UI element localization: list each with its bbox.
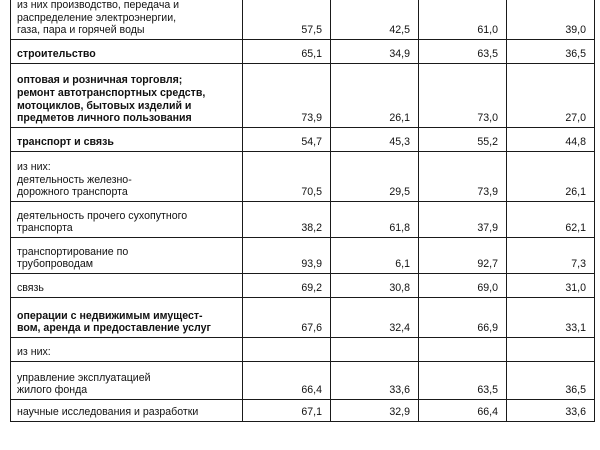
value-cell-col-3: 61,0 [419,0,507,39]
value-cell-col-2 [331,337,419,361]
row-label-cell [11,39,243,63]
value-cell-col-4: 31,0 [507,273,595,297]
row-label-cell [11,127,243,151]
row-label-line: предметов личного пользования [17,112,192,125]
row-label-line: из них: [17,161,51,173]
row-label-cell [11,237,243,273]
table-row [11,151,595,201]
row-label-line: деятельность прочего сухопутного [17,209,188,222]
value-cell-col-2: 34,9 [331,39,419,63]
row-label-line: транспорта [17,222,73,235]
value-cell-col-3: 73,9 [419,151,507,201]
value-cell-col-2: 45,3 [331,127,419,151]
value-cell-col-3: 63,5 [419,39,507,63]
value-cell-col-3: 69,0 [419,273,507,297]
row-label-cell [11,297,243,337]
value-cell-col-3: 63,5 [419,361,507,399]
table-row [11,0,595,39]
value-cell-col-4: 33,1 [507,297,595,337]
value-cell-col-3: 73,0 [419,63,507,127]
row-label-line: оптовая и розничная торговля; [17,74,183,87]
value-cell-col-2: 32,4 [331,297,419,337]
value-cell-col-4: 62,1 [507,201,595,237]
value-cell-col-1: 57,5 [243,0,331,39]
value-cell-col-4: 26,1 [507,151,595,201]
row-label-line: из них производство, передача и [17,0,180,11]
table-row [11,39,595,63]
value-cell-col-2: 61,8 [331,201,419,237]
value-cell-col-1: 73,9 [243,63,331,127]
value-cell-col-2: 42,5 [331,0,419,39]
value-cell-col-3: 37,9 [419,201,507,237]
table-row [11,63,595,127]
value-cell-col-2: 30,8 [331,273,419,297]
row-label-line: мотоциклов, бытовых изделий и [17,99,192,112]
value-cell-col-2: 33,6 [331,361,419,399]
statistics-table [10,0,595,422]
row-label-line: дорожного транспорта [17,186,128,199]
table-row [11,237,595,273]
value-cell-col-4: 27,0 [507,63,595,127]
value-cell-col-1: 38,2 [243,201,331,237]
row-label-cell [11,399,243,421]
row-label-line: трубопроводам [17,258,94,271]
value-cell-col-2: 29,5 [331,151,419,201]
row-label-cell [11,151,243,201]
value-cell-col-2: 32,9 [331,399,419,421]
table-row [11,127,595,151]
row-label-line: газа, пара и горячей воды [17,24,145,37]
table-row [11,361,595,399]
table-row [11,399,595,421]
value-cell-col-1: 70,5 [243,151,331,201]
value-cell-col-3: 55,2 [419,127,507,151]
value-cell-col-3: 66,4 [419,399,507,421]
row-label-cell [11,337,243,361]
value-cell-col-1: 66,4 [243,361,331,399]
value-cell-col-4: 36,5 [507,361,595,399]
value-cell-col-1 [243,337,331,361]
row-label-line: из них: [17,346,51,359]
row-label-line: научные исследования и разработки [17,406,199,419]
value-cell-col-1: 93,9 [243,237,331,273]
value-cell-col-4: 7,3 [507,237,595,273]
table-row [11,337,595,361]
value-cell-col-1: 65,1 [243,39,331,63]
value-cell-col-1: 54,7 [243,127,331,151]
row-label-line: жилого фонда [17,384,88,397]
value-cell-col-4 [507,337,595,361]
row-label-line: строительство [17,48,96,61]
row-label-cell [11,63,243,127]
row-label-cell [11,0,243,39]
value-cell-col-4: 33,6 [507,399,595,421]
value-cell-col-3: 92,7 [419,237,507,273]
value-cell-col-1: 69,2 [243,273,331,297]
row-label-line: транспорт и связь [17,136,114,149]
table-body [11,0,595,421]
row-label-line: связь [17,282,44,295]
value-cell-col-2: 26,1 [331,63,419,127]
value-cell-col-2: 6,1 [331,237,419,273]
row-label-line: деятельность железно- [17,173,132,186]
row-label-line: управление эксплуатацией [17,371,151,384]
row-label-line: ремонт автотранспортных средств, [17,87,206,99]
value-cell-col-3: 66,9 [419,297,507,337]
row-label-line: распределение электроэнергии, [17,11,177,24]
table-row [11,297,595,337]
row-label-line: транспортирование по [17,245,129,258]
table-row [11,273,595,297]
row-label-cell [11,361,243,399]
row-label-cell [11,201,243,237]
value-cell-col-4: 36,5 [507,39,595,63]
row-label-line: вом, аренда и предоставление услуг [17,322,211,335]
row-label-cell [11,273,243,297]
row-label-line: операции с недвижимым имущест- [17,309,203,322]
value-cell-col-1: 67,1 [243,399,331,421]
value-cell-col-4: 44,8 [507,127,595,151]
table-row [11,201,595,237]
value-cell-col-4: 39,0 [507,0,595,39]
value-cell-col-3 [419,337,507,361]
value-cell-col-1: 67,6 [243,297,331,337]
